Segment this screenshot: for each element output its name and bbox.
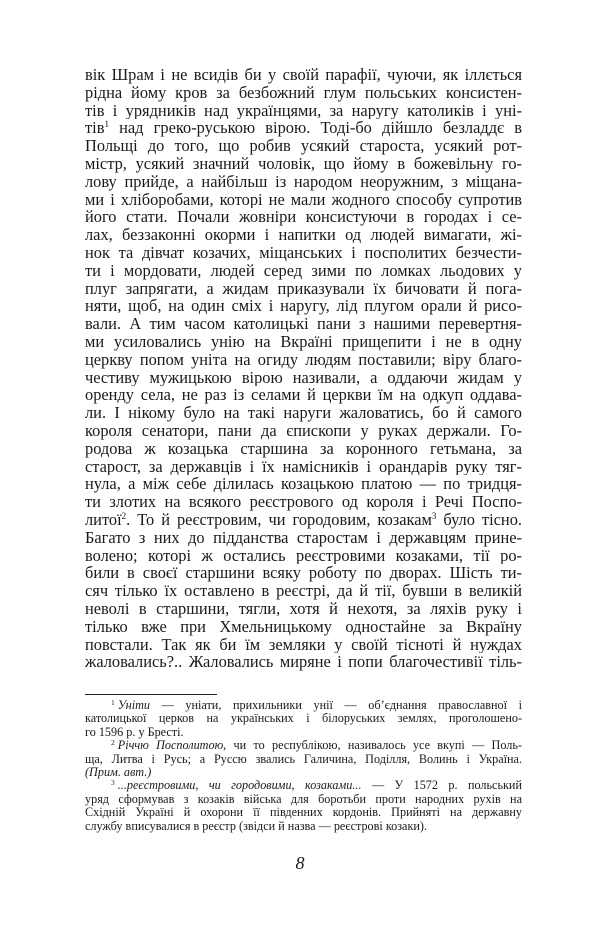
text-run: тів — [85, 119, 105, 138]
footnote-marker: 2 — [121, 510, 127, 521]
text-run: волено; которі ж остались реєстровими козаками, тії ро- — [85, 546, 522, 565]
text-line — [85, 511, 522, 529]
footnote-line — [85, 793, 522, 806]
footnote-marker: 1 — [111, 699, 115, 707]
text-run: няти, щоб, на один сміх і наругу, лід плугом орали й рисо- — [85, 297, 522, 316]
footnote-marker: 2 — [111, 739, 115, 748]
body-text — [85, 66, 522, 671]
footnote-line — [85, 779, 522, 792]
footnote-line — [85, 806, 522, 819]
text-run: ти і мордовати, людей серед зими по ломках льодових у — [85, 261, 522, 280]
text-line — [85, 564, 522, 582]
text-run: оренду села, не раз із селами й церкви їм на одкуп оддава- — [85, 386, 522, 405]
text-run: вали. А тим часом католицькі пани з нашими перевертня- — [85, 315, 522, 333]
text-run: містр, усякий значний чоловік, що йому в божевільну го- — [85, 154, 522, 173]
text-line — [85, 653, 522, 671]
text-run: жаловались?.. Жаловались миряне і попи благочестивії тіль- — [85, 653, 522, 672]
text-run: сяч тілько їх оставлено в реєстрі, да й тії, бувши в великій — [85, 582, 522, 600]
text-run: службу вписувалися в реєстр (звідси й назва — реєстрові козаки). — [85, 819, 427, 833]
text-line — [85, 226, 522, 244]
text-line — [85, 84, 522, 102]
footnote-line — [85, 739, 522, 752]
text-line — [85, 440, 522, 458]
text-run: плуг запрягати, а жидам приказували їх бичовати й пога- — [85, 279, 522, 298]
text-line — [85, 493, 522, 511]
text-run: били в своєї старшини всяку роботу по дворах. Шість ти- — [85, 564, 522, 583]
text-run: рідна йому кров за безбожний глум польських консистен- — [85, 83, 522, 102]
footnote-line — [85, 726, 522, 739]
text-line — [85, 529, 522, 547]
text-run: уряд сформував з козаків війська для боротьби проти народних рухів на — [85, 792, 522, 806]
text-run: тілько вже при Хмельницькому одностайне за Вкраїну — [85, 617, 522, 636]
text-run: ти злотих на всякого реєстрового од короля і Речі Поспо- — [85, 493, 522, 511]
text-run: литої — [85, 510, 122, 529]
text-run: короля сенатори, пани да єпископи у руках держали. Го- — [85, 421, 522, 440]
footnote-line — [85, 820, 522, 833]
text-line — [85, 475, 522, 493]
text-line — [85, 369, 522, 387]
footnote-marker: 3 — [111, 779, 115, 788]
text-run: вік Шрам і не всидів би у своїй парафії, чуючи, як іллється — [85, 66, 522, 84]
text-run: родова ж козацька старшина за коронного гетьмана, за — [85, 439, 522, 458]
text-run: Східній Україні й охорони її південних кордонів. Прийняті на державну — [85, 806, 522, 820]
italic-text: (Прим. авт.) — [85, 765, 152, 779]
footnote-line — [85, 712, 522, 725]
text-line — [85, 404, 522, 422]
text-line — [85, 422, 522, 440]
text-run: — У 1572 р. польський — [361, 779, 522, 793]
text-run: його стати. Почали жовніри консистуючи в городах і се- — [85, 208, 522, 227]
italic-text: Річчю Посполитою — [117, 739, 224, 753]
text-run: ли. І нікому було на такі наруги жаловатись, бо й самого — [85, 404, 522, 422]
text-run: нок та дівчат козачих, міщанських і посполитих безчести- — [85, 243, 522, 262]
text-line — [85, 458, 522, 476]
footnote-marker: 1 — [104, 119, 109, 130]
text-line — [85, 351, 522, 369]
text-line — [85, 208, 522, 226]
footnote-divider — [85, 694, 217, 695]
text-run: , чи то республікою, називалось усе вкупі — Поль- — [223, 739, 522, 753]
text-run: над греко-руською вірою. Тоді-бо дійшло безладдє в — [108, 119, 522, 138]
text-run: го 1596 р. у Бресті. — [85, 725, 184, 739]
footnote-line — [85, 766, 522, 779]
italic-text: ...реєстровими, чи городовими, козаками... — [117, 779, 362, 793]
text-line — [85, 600, 522, 618]
footnote-marker: 3 — [431, 510, 437, 521]
text-run: Багато з них до підданства старостам і державцям прине- — [85, 528, 522, 547]
text-run: лову прийде, а найбільш із народом неоружним, з міщана- — [85, 172, 522, 191]
text-run: ми і хліборобами, которі не мали жодного способу супротив — [85, 190, 522, 209]
footnote-line — [85, 699, 522, 712]
italic-text: Уніти — [117, 699, 150, 712]
text-line — [85, 66, 522, 84]
text-run: нула, а між себе ділилась козацькою платою — по тридця- — [85, 475, 522, 494]
text-line — [85, 191, 522, 209]
text-run: неволі в старшини, тягли, хотя й нехотя, за ляхів руку і — [85, 599, 522, 618]
page-number: 8 — [295, 853, 305, 873]
text-run: лах, беззаконні окорми і напитки од людей вимагати, жі- — [85, 226, 522, 244]
text-line — [85, 244, 522, 262]
footnote-line — [85, 753, 522, 766]
text-line — [85, 280, 522, 298]
footnotes — [85, 699, 522, 833]
text-run: повстали. Так як би їм земляки у своїй тісноті й нуждах — [85, 635, 522, 654]
text-line — [85, 137, 522, 155]
text-run: Польщі до того, що робив усякий староста, усякий рот- — [85, 137, 522, 155]
text-run: католицької церков на українських і білоруських землях, проголошено- — [85, 712, 522, 726]
text-run: ща, Литва і Русь; а Руссю звались Галичина, Поділля, Волинь і Україна. — [85, 752, 522, 766]
text-line — [85, 315, 522, 333]
text-line — [85, 297, 522, 315]
text-run: честиву мужицькою вірою називали, а оддаючи жидам у — [85, 368, 522, 387]
text-run: старост, за державців і їх намісників і орандарів руку тяг- — [85, 457, 522, 476]
text-line — [85, 333, 522, 351]
text-run: . То й реєстровим, чи городовим, козакам — [126, 510, 432, 529]
text-line — [85, 262, 522, 280]
text-line — [85, 119, 522, 137]
text-line — [85, 173, 522, 191]
text-run: церкву попом уніта на огиду людям поставили; віру благо- — [85, 350, 522, 369]
text-line — [85, 582, 522, 600]
text-line — [85, 102, 522, 120]
text-line — [85, 155, 522, 173]
text-line — [85, 618, 522, 636]
text-run: було тісно. — [436, 510, 522, 529]
text-run: ми усиловались унію на Вкраїні прищепити і не в одну — [85, 332, 522, 351]
text-line — [85, 636, 522, 654]
text-line — [85, 547, 522, 565]
text-line — [85, 386, 522, 404]
text-run: тів і урядників над українцями, за наругу католиків і уні- — [85, 101, 522, 120]
text-run: — уніати, прихильники унії — об’єднання православної і — [149, 699, 522, 712]
